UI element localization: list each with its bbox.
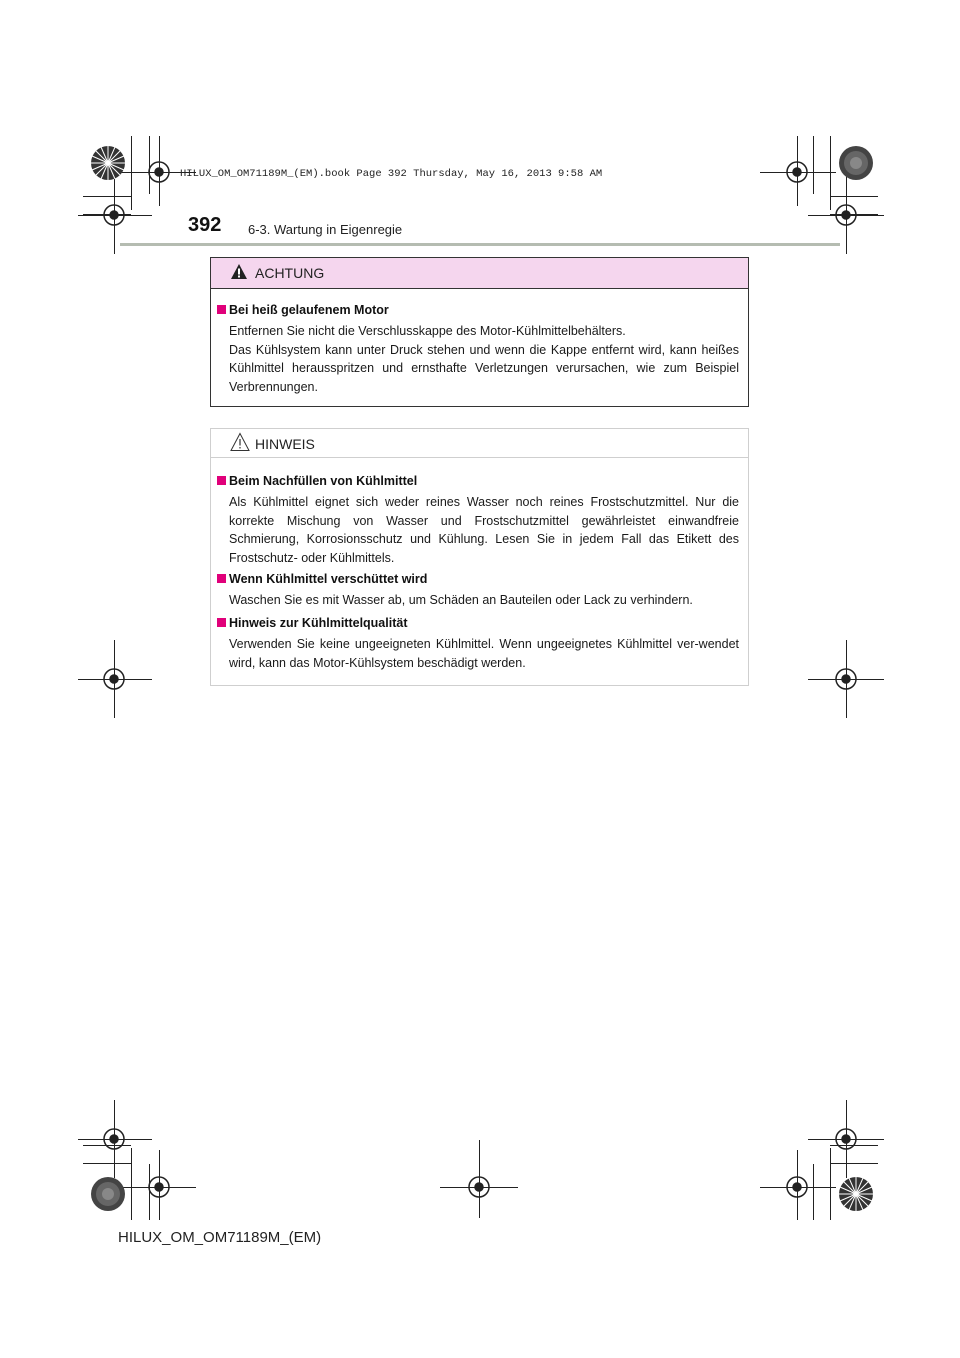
- warning-label: ACHTUNG: [255, 265, 325, 281]
- section-title: 6-3. Wartung in Eigenregie: [248, 222, 403, 237]
- notice-box: [210, 428, 749, 686]
- notice-item-title: Hinweis zur Kühlmittelqualität: [229, 616, 408, 630]
- warning-item-line: Entfernen Sie nicht die Verschlusskappe des Motor-Kühlmittelbehälters.: [229, 324, 626, 338]
- notice-header: [211, 429, 748, 458]
- warning-item: [217, 302, 739, 396]
- bullet-square-icon: [217, 305, 226, 314]
- warning-item-title: Bei heiß gelaufenem Motor: [229, 303, 389, 317]
- rosette-icon: [838, 1176, 874, 1212]
- footer-code: HILUX_OM_OM71189M_(EM): [118, 1229, 322, 1246]
- page-number: 392: [188, 214, 222, 236]
- notice-item: [217, 571, 739, 610]
- notice-item: [217, 615, 739, 672]
- notice-triangle-icon: [230, 432, 250, 452]
- book-stamp: HILUX_OM_OM71189M_(EM).book Page 392 Thursday, May 16, 2013 9:58 AM: [180, 168, 603, 180]
- gray-rosette-icon: [838, 145, 874, 181]
- bullet-square-icon: [217, 476, 226, 485]
- notice-item-title: Beim Nachfüllen von Kühlmittel: [229, 474, 418, 488]
- rosette-icon: [90, 145, 126, 181]
- notice-item-text: Verwenden Sie keine ungeeigneten Kühlmittel. Wenn ungeeignetes Kühlmittel ver-wendet wird, kann das Motor-Kühlsystem beschädigt werden.: [229, 637, 739, 670]
- bullet-square-icon: [217, 574, 226, 583]
- notice-item-text: Als Kühlmittel eignet sich weder reines Wasser noch reines Frostschutzmittel. Nur die korrekte Mischung von Wasser und Frostschutzmittel gewährleistet einwandfreie Schmierung, Korrosionsschutz und Kühlung. Lesen Sie in jedem Fall das Etikett des Frostschutz- oder Kühlmittels.: [229, 495, 739, 565]
- warning-triangle-icon: [230, 263, 248, 280]
- notice-item-title: Wenn Kühlmittel verschüttet wird: [229, 572, 428, 586]
- warning-item-line: Das Kühlsystem kann unter Druck stehen und wenn die Kappe entfernt wird, kann heißes Kühlmittel herausspritzen und ernsthafte Verletzungen verursachen, wie zum Beispiel Verbrennungen.: [229, 342, 739, 394]
- notice-label: HINWEIS: [255, 436, 315, 452]
- bullet-square-icon: [217, 618, 226, 627]
- warning-box: [210, 257, 749, 407]
- notice-item: [217, 473, 739, 567]
- header-rule: [120, 243, 840, 246]
- warning-header: [211, 258, 748, 289]
- gray-rosette-icon: [90, 1176, 126, 1212]
- notice-item-text: Waschen Sie es mit Wasser ab, um Schäden an Bauteilen oder Lack zu verhindern.: [229, 593, 693, 607]
